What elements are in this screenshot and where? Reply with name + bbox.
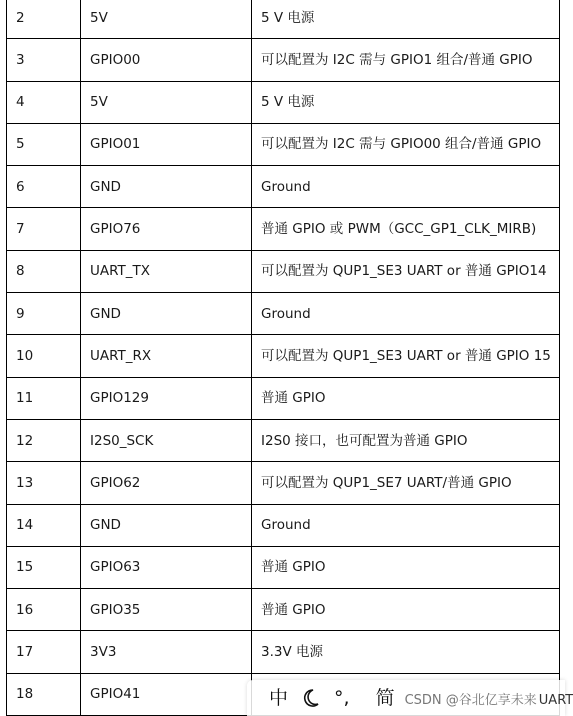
pin-description-cell: 普通 GPIO xyxy=(252,546,560,588)
uart-text-fragment: UART xyxy=(538,692,573,708)
watermark-text: CSDN @谷北亿享未来 xyxy=(404,692,537,708)
table-row xyxy=(7,419,560,461)
pin-description-cell: 可以配置为 QUP1_SE3 UART or 普通 GPIO14 xyxy=(252,250,560,292)
pin-description-cell: 普通 GPIO xyxy=(252,589,560,631)
pin-number-cell: 12 xyxy=(7,419,81,461)
pin-number-cell: 13 xyxy=(7,462,81,504)
pin-name-cell: GPIO62 xyxy=(81,462,252,504)
pin-name-cell: I2S0_SCK xyxy=(81,419,252,461)
pin-name-cell: GND xyxy=(81,166,252,208)
pin-description-cell: 可以配置为 QUP1_SE3 UART or 普通 GPIO 15 xyxy=(252,335,560,377)
table-row xyxy=(7,335,560,377)
pin-name-cell: 5V xyxy=(81,0,252,39)
table-row xyxy=(7,546,560,588)
table-row xyxy=(7,123,560,165)
pin-description-cell: Ground xyxy=(252,166,560,208)
ime-simplified-toggle[interactable]: 简 xyxy=(375,686,395,709)
pin-description-cell: 普通 GPIO 或 PWM（GCC_GP1_CLK_MIRB) xyxy=(252,208,560,250)
pin-name-cell: GPIO129 xyxy=(81,377,252,419)
table-row xyxy=(7,462,560,504)
pin-name-cell: 5V xyxy=(81,81,252,123)
pin-name-cell: UART_TX xyxy=(81,250,252,292)
table-row xyxy=(7,250,560,292)
pin-number-cell: 2 xyxy=(7,0,81,39)
pin-description-cell: 5 V 电源 xyxy=(252,0,560,39)
csdn-watermark xyxy=(405,689,573,708)
pin-description-cell: 可以配置为 QUP1_SE7 UART/普通 GPIO xyxy=(252,462,560,504)
table-row xyxy=(7,293,560,335)
pin-table xyxy=(6,0,560,716)
table-row xyxy=(7,208,560,250)
ime-language-toggle[interactable]: 中 xyxy=(269,686,289,709)
table-row xyxy=(7,589,560,631)
table-row xyxy=(7,631,560,673)
pin-number-cell: 6 xyxy=(7,166,81,208)
pin-description-cell: I2S0 接口，也可配置为普通 GPIO xyxy=(252,419,560,461)
pin-description-cell: Ground xyxy=(252,504,560,546)
pin-description-cell: 可以配置为 I2C 需与 GPIO1 组合/普通 GPIO xyxy=(252,39,560,81)
pin-description-cell: 普通 GPIO xyxy=(252,377,560,419)
pin-name-cell: GPIO63 xyxy=(81,546,252,588)
pin-description-cell: 5 V 电源 xyxy=(252,81,560,123)
pin-number-cell: 8 xyxy=(7,250,81,292)
pin-name-cell: GPIO76 xyxy=(81,208,252,250)
pin-name-cell: GPIO41 xyxy=(81,673,252,715)
pin-number-cell: 10 xyxy=(7,335,81,377)
table-row xyxy=(7,504,560,546)
pin-name-cell: 3V3 xyxy=(81,631,252,673)
pin-description-cell: Ground xyxy=(252,293,560,335)
pin-number-cell: 17 xyxy=(7,631,81,673)
pin-number-cell: 9 xyxy=(7,293,81,335)
table-row xyxy=(7,39,560,81)
pin-number-cell: 3 xyxy=(7,39,81,81)
table-row xyxy=(7,377,560,419)
pin-description-cell: 可以配置为 I2C 需与 GPIO00 组合/普通 GPIO xyxy=(252,123,560,165)
pin-number-cell: 18 xyxy=(7,673,81,715)
pin-number-cell: 15 xyxy=(7,546,81,588)
table-row xyxy=(7,0,560,39)
half-moon-icon[interactable] xyxy=(302,688,320,708)
pin-number-cell: 11 xyxy=(7,377,81,419)
pin-name-cell: GPIO35 xyxy=(81,589,252,631)
pin-number-cell: 16 xyxy=(7,589,81,631)
pin-name-cell: GND xyxy=(81,504,252,546)
pin-name-cell: GPIO00 xyxy=(81,39,252,81)
pin-number-cell: 5 xyxy=(7,123,81,165)
pin-name-cell: GPIO01 xyxy=(81,123,252,165)
pin-table-body xyxy=(7,0,560,716)
ime-toolbar[interactable] xyxy=(247,680,573,716)
table-row xyxy=(7,166,560,208)
pin-name-cell: UART_RX xyxy=(81,335,252,377)
ime-punctuation-toggle[interactable]: °, xyxy=(334,686,350,709)
pin-number-cell: 14 xyxy=(7,504,81,546)
pin-number-cell: 7 xyxy=(7,208,81,250)
table-row xyxy=(7,81,560,123)
pin-description-cell: 3.3V 电源 xyxy=(252,631,560,673)
pin-name-cell: GND xyxy=(81,293,252,335)
pin-number-cell: 4 xyxy=(7,81,81,123)
